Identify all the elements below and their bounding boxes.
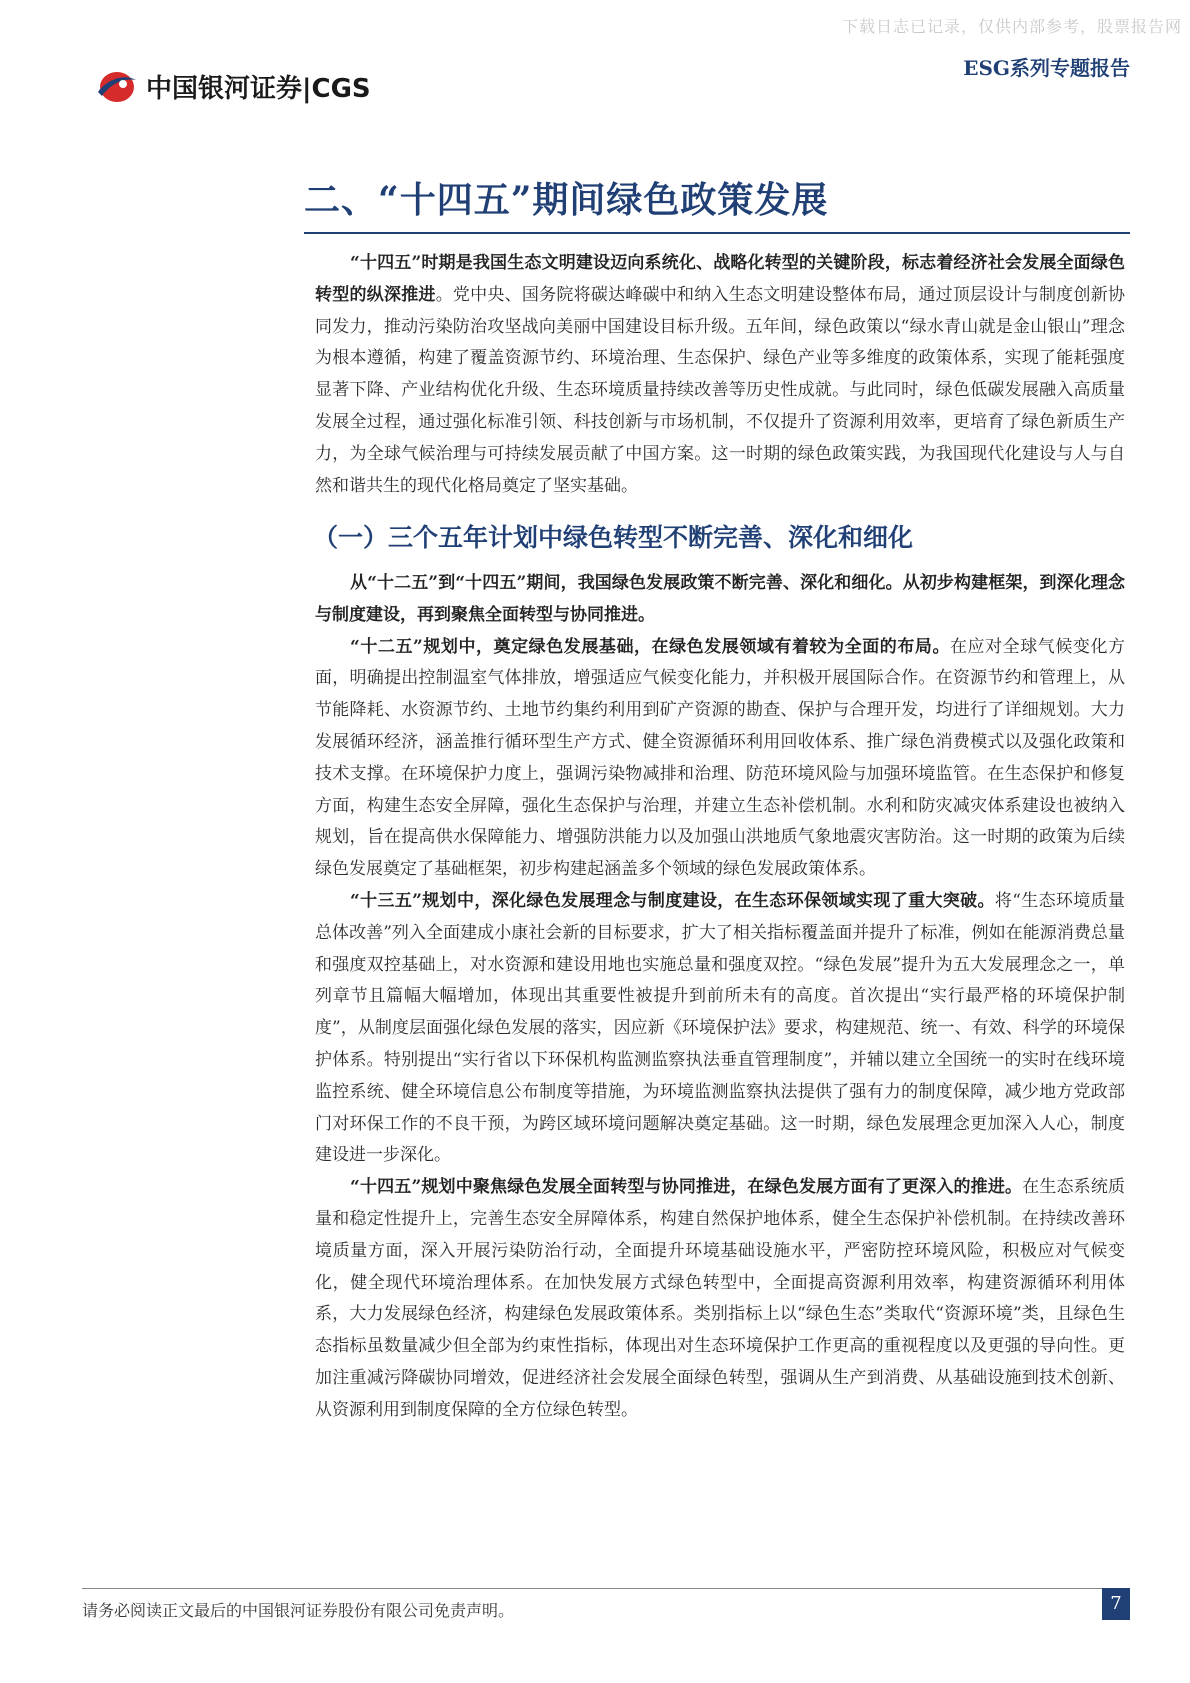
watermark-text: 下载日志已记录，仅供内部参考，股票报告网 [841,17,1182,36]
intro-body-text: 。党中央、国务院将碳达峰碳中和纳入生态文明建设整体布局，通过顶层设计与制度创新协同发力，推动污染防治攻坚战向美丽中国建设目标升级。五年间，绿色政策以“绿水青山就是金山银山”理念为根本遵循，构建了覆盖资源节约、环境治理、生态保护、绿色产业等多维度的政策体系，实现了能耗强度显著下降、产业结构优化升级、生态环境质量持续改善等历史性成就。与此同时，绿色低碳发展融入高质量发展全过程，通过强化标准引领、科技创新与市场机制，不仅提升了资源利用效率，更培育了绿色新质生产力，为全球气候治理与可持续发展贡献了中国方案。这一时期的绿色政策实践，为我国现代化建设与人与自然和谐共生的现代化格局奠定了坚实基础。 [315,284,1126,496]
plan-13-bold-text: “十三五”规划中，深化绿色发展理念与制度建设，在生态环保领域实现了重大突破。 [350,890,995,911]
plan-14-paragraph [315,1172,1125,1426]
plan-12-bold-text: “十二五”规划中，奠定绿色发展基础，在绿色发展领域有着较为全面的布局。 [350,636,950,657]
report-type-label: ESG系列专题报告 [963,56,1130,80]
summary-paragraph [315,568,1125,632]
logo-text: 中国银河证券|CGS [146,74,371,104]
footer-disclaimer: 请务必阅读正文最后的中国银河证券股份有限公司免责声明。 [82,1601,515,1620]
plan-13-body-text: 将“生态环境质量总体改善”列入全面建成小康社会新的目标要求，扩大了相关指标覆盖面并提升了标准，例如在能源消费总量和强度双控基础上，对水资源和建设用地也实施总量和强度双控。“绿色发展”提升为五大发展理念之一，单列章节且篇幅大幅增加，体现出其重要性被提升到前所未有的高度。首次提出“实行最严格的环境保护制度”，从制度层面强化绿色发展的落实，因应新《环境保护法》要求，构建规范、统一、有效、科学的环境保护体系。特别提出“实行省以下环保机构监测监察执法垂直管理制度”，并辅以建立全国统一的实时在线环境监控系统、健全环境信息公布制度等措施，为环境监测监察执法提供了强有力的制度保障，减少地方党政部门对环保工作的不良干预，为跨区域环境问题解决奠定基础。这一时期，绿色发展理念更加深入人心，制度建设进一步深化。 [315,890,1125,1166]
subsection-heading: （一）三个五年计划中绿色转型不断完善、深化和细化 [313,523,914,552]
plan-13-paragraph [315,886,1125,1172]
plan-12-body-text: 在应对全球气候变化方面，明确提出控制温室气体排放，增强适应气候变化能力，并积极开展国际合作。在资源节约和管理上，从节能降耗、水资源节约、土地节约集约利用到矿产资源的勘查、保护与合理开发，均进行了详细规划。大力发展循环经济，涵盖推行循环型生产方式、健全资源循环利用回收体系、推广绿色消费模式以及强化政策和技术支撑。在环境保护力度上，强调污染物减排和治理、防范环境风险与加强环境监管。在生态保护和修复方面，构建生态安全屏障，强化生态保护与治理，并建立生态补偿机制。水利和防灾减灾体系建设也被纳入规划，旨在提高供水保障能力、增强防洪能力以及加强山洪地质气象地震灾害防治。这一时期的政策为后续绿色发展奠定了基础框架，初步构建起涵盖多个领域的绿色发展政策体系。 [315,636,1125,880]
intro-bold-text: “十四五”时期是我国生态文明建设迈向系统化、战略化转型的关键阶段，标志着经济社会发展全面绿色转型的纵深推进 [315,253,1125,305]
plan-14-body-text: 在生态系统质量和稳定性提升上，完善生态安全屏障体系，构建自然保护地体系，健全生态保护补偿机制。在持续改善环境质量方面，深入开展污染防治行动，全面提升环境基础设施水平，严密防控环境风险，积极应对气候变化，健全现代环境治理体系。在加快发展方式绿色转型中，全面提高资源利用效率，构建资源循环利用体系，大力发展绿色经济，构建绿色发展政策体系。类别指标上以“绿色生态”类取代“资源环境”类，且绿色生态指标虽数量减少但全部为约束性指标，体现出对生态环境保护工作更高的重视程度以及更强的导向性。更加注重减污降碳协同增效，促进经济社会发展全面绿色转型，强调从生产到消费、从基础设施到技术创新、从资源利用到制度保障的全方位绿色转型。 [315,1177,1125,1420]
subsection-body [315,568,1125,1427]
title-divider [304,232,1130,234]
company-logo [96,68,371,105]
galaxy-logo-icon [96,70,138,104]
plan-14-bold-text: “十四五”规划中聚焦绿色发展全面转型与协同推进，在绿色发展方面有了更深入的推进。 [350,1177,1023,1198]
page-number: 7 [1102,1588,1130,1620]
section-title: 二、“十四五”期间绿色政策发展 [304,179,829,221]
summary-bold-text: 从“十二五”到“十四五”期间，我国绿色发展政策不断完善、深化和细化。从初步构建框架，到深化理念与制度建设，再到聚焦全面转型与协同推进。 [315,573,1125,625]
intro-paragraph [315,248,1125,502]
plan-12-paragraph [315,632,1125,886]
footer-divider [82,1588,1130,1589]
